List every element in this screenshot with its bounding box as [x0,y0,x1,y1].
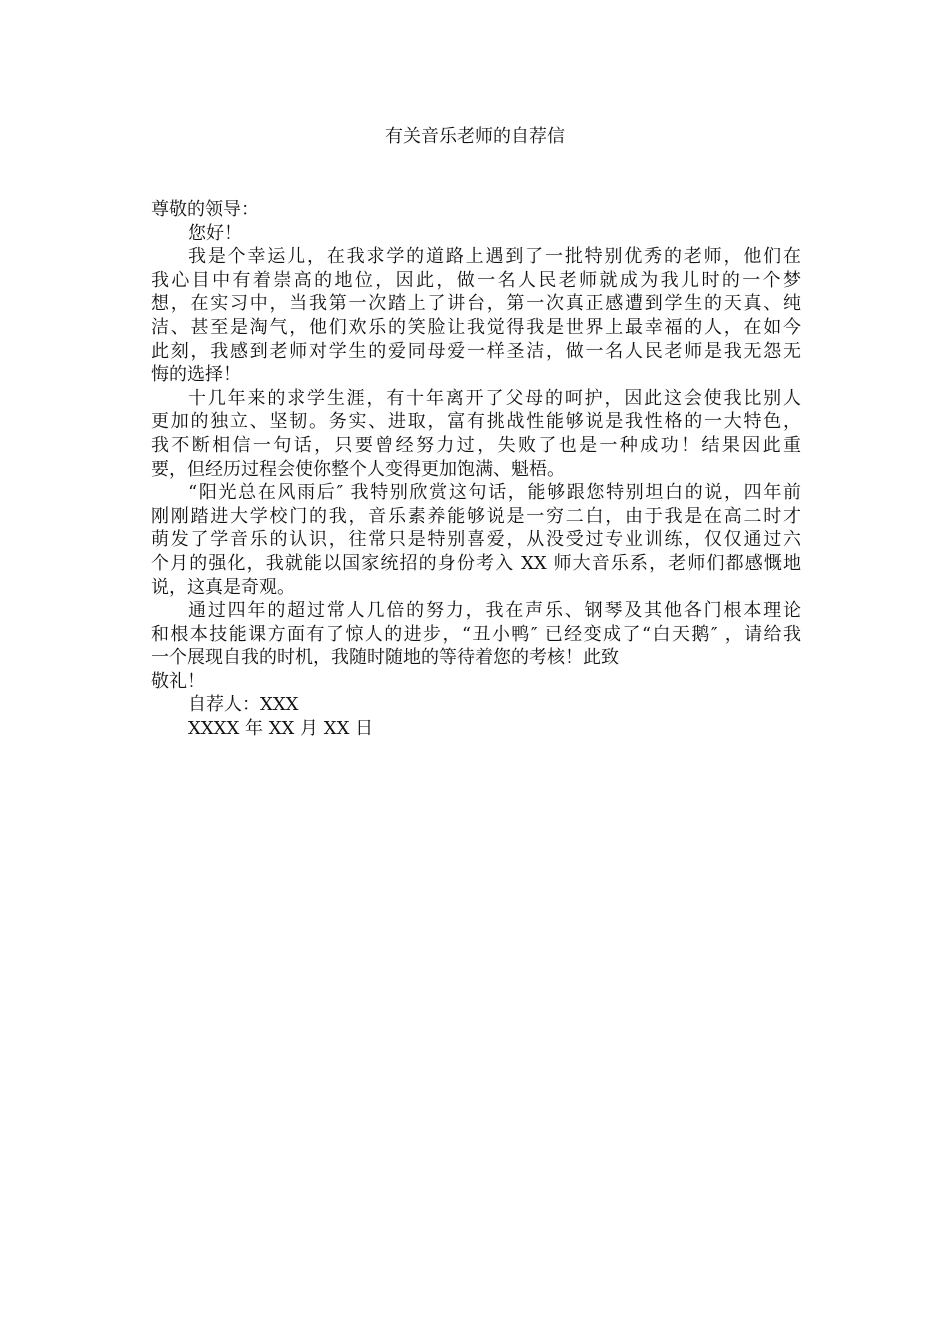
paragraph-line: 要，但经历过程会使你整个人变得更加饱满、魁梧。 [151,458,565,480]
closing: 敬礼！ [151,670,205,692]
paragraph-line: 此刻，我感到老师对学生的爱同母爱一样圣洁，做一名人民老师是我无怨无 [151,340,801,362]
paragraph-line: 想，在实习中，当我第一次踏上了讲台，第一次真正感遭到学生的天真、纯 [151,293,801,315]
paragraph-line: 我是个幸运儿，在我求学的道路上遇到了一批特别优秀的老师，他们在 [188,246,801,268]
paragraph-line: 十几年来的求学生涯，有十年离开了父母的呵护，因此这会使我比别人 [188,387,801,409]
paragraph-4 [151,599,801,670]
paragraph-line: 更加的独立、坚韧。务实、进取，富有挑战性能够说是我性格的一大特色， [151,411,801,433]
paragraph-line: 我心目中有着崇高的地位，因此，做一名人民老师就成为我儿时的一个梦 [151,269,801,291]
paragraph-line: 刚刚踏进大学校门的我，音乐素养能够说是一穷二白，由于我是在高二时才 [151,505,801,527]
paragraph-line: 萌发了学音乐的认识，往常只是特别喜爱，从没受过专业训练，仅仅通过六 [151,529,801,551]
paragraph-2 [151,387,801,481]
date: XXXX 年 XX 月 XX 日 [188,718,374,740]
document-title: 有关音乐老师的自荐信 [385,126,565,147]
paragraph-line: 一个展现自我的时机，我随时随地的等待着您的考核！此致 [151,647,619,669]
letter-body [151,198,801,741]
greeting: 您好！ [188,222,242,244]
paragraph-line: 说，这真是奇观。 [151,576,295,598]
paragraph-line: 洁、甚至是淘气，他们欢乐的笑脸让我觉得我是世界上最幸福的人，在如今 [151,316,801,338]
paragraph-1 [151,245,801,387]
paragraph-line: “阳光总在风雨后″ 我特别欣赏这句话，能够跟您特别坦白的说，四年前 [188,482,801,504]
paragraph-line: 悔的选择！ [151,364,241,386]
paragraph-line: 我不断相信一句话，只要曾经努力过，失败了也是一种成功！结果因此重 [151,434,801,456]
paragraph-line: 个月的强化，我就能以国家统招的身份考入 XX 师大音乐系，老师们都感慨地 [151,552,801,574]
paragraph-3 [151,481,801,599]
paragraph-line: 和根本技能课方面有了惊人的进步，“丑小鸭″ 已经变成了“白天鹅″ ，请给我 [151,623,801,645]
salutation: 尊敬的领导： [151,199,259,220]
paragraph-line: 通过四年的超过常人几倍的努力，我在声乐、钢琴及其他各门根本理论 [188,600,801,622]
signature: 自荐人：XXX [188,694,299,716]
